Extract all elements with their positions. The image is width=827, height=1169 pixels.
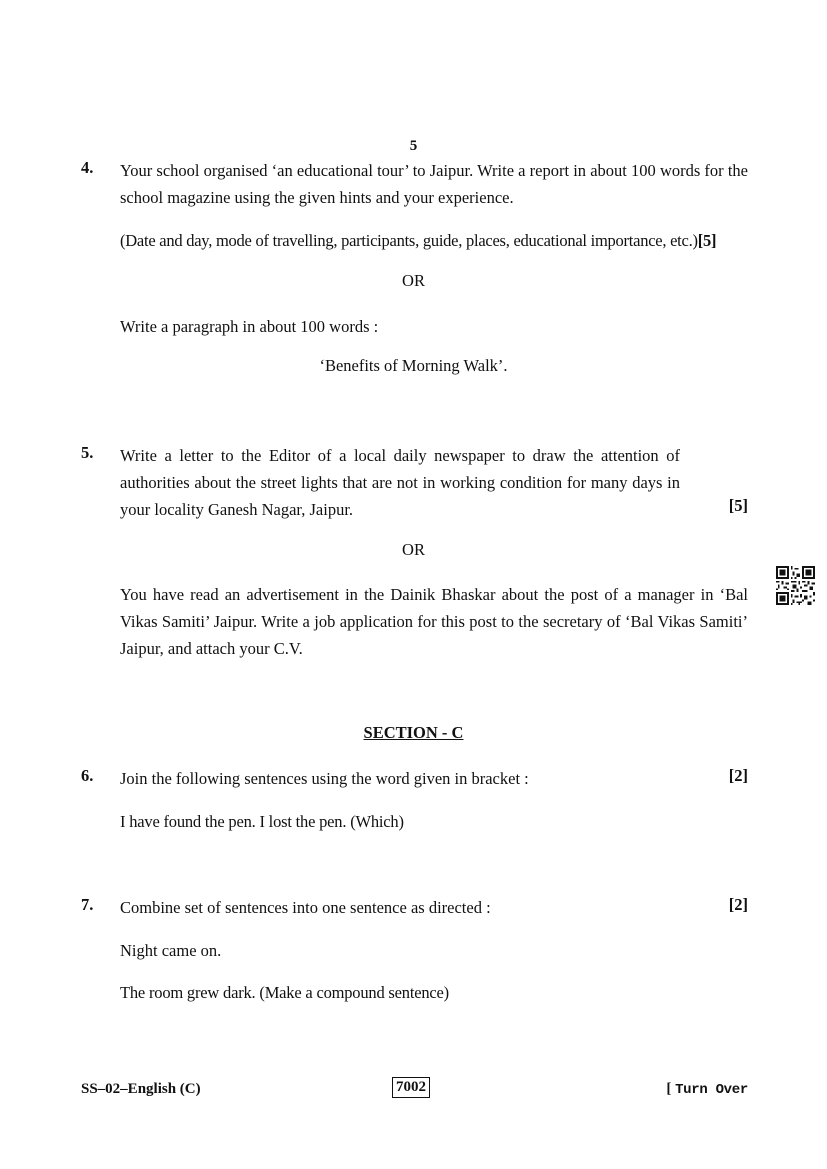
question-4-alt-text: Write a paragraph in about 100 words : <box>120 317 379 336</box>
question-7-marks: [2] <box>728 895 748 914</box>
question-4-alt-topic: ‘Benefits of Morning Walk’. <box>319 356 508 375</box>
page-number: 5 <box>409 138 418 154</box>
footer-paper-code: SS–02–English (C) <box>81 1081 201 1097</box>
question-6-marks: [2] <box>728 766 748 785</box>
question-5-text: Write a letter to the Editor of a local daily newspaper to draw the attention of authorities about the street lights that are not in working condition for many days in your locality Ganesh Nagar, Jaipur. <box>120 446 680 519</box>
question-number-4: 4. <box>81 158 94 177</box>
question-4-marks: [5] <box>697 231 717 250</box>
question-4-hints-text: (Date and day, mode of travelling, participants, guide, places, educational importance, etc.) <box>120 231 698 250</box>
question-7-text: Combine set of sentences into one sentence as directed : <box>120 898 491 917</box>
question-7-line-1: Night came on. <box>120 941 222 960</box>
question-7-line-2: The room grew dark. (Make a compound sentence) <box>120 983 449 1002</box>
question-number-7: 7. <box>81 895 94 914</box>
question-5-or: OR <box>402 540 425 559</box>
footer-turn-over-text: Turn Over <box>675 1082 748 1098</box>
question-4-text: Your school organised ‘an educational tour’ to Jaipur. Write a report in about 100 words for the school magazine using the given hints and your experience. <box>120 161 748 207</box>
question-number-6: 6. <box>81 766 94 785</box>
question-6-sentence: I have found the pen. I lost the pen. (Which) <box>120 812 404 831</box>
question-4-or: OR <box>402 271 425 290</box>
qr-code-icon <box>776 566 815 605</box>
question-number-5: 5. <box>81 443 94 462</box>
question-5-alt-text: You have read an advertisement in the Dainik Bhaskar about the post of a manager in ‘Bal Vikas Samiti’ Jaipur. Write a job application for this post to the secretary of ‘Bal Vikas Samiti’ Jaipur, and attach your C.V. <box>120 585 748 658</box>
footer-turn-over <box>666 1081 748 1098</box>
footer-code-box: 7002 <box>392 1077 430 1098</box>
question-4-hints <box>120 227 748 254</box>
footer-turn-bracket: [ <box>666 1081 672 1097</box>
question-5-marks: [5] <box>728 496 748 515</box>
question-6-text: Join the following sentences using the word given in bracket : <box>120 769 529 788</box>
section-c-heading: SECTION - C <box>363 723 464 742</box>
